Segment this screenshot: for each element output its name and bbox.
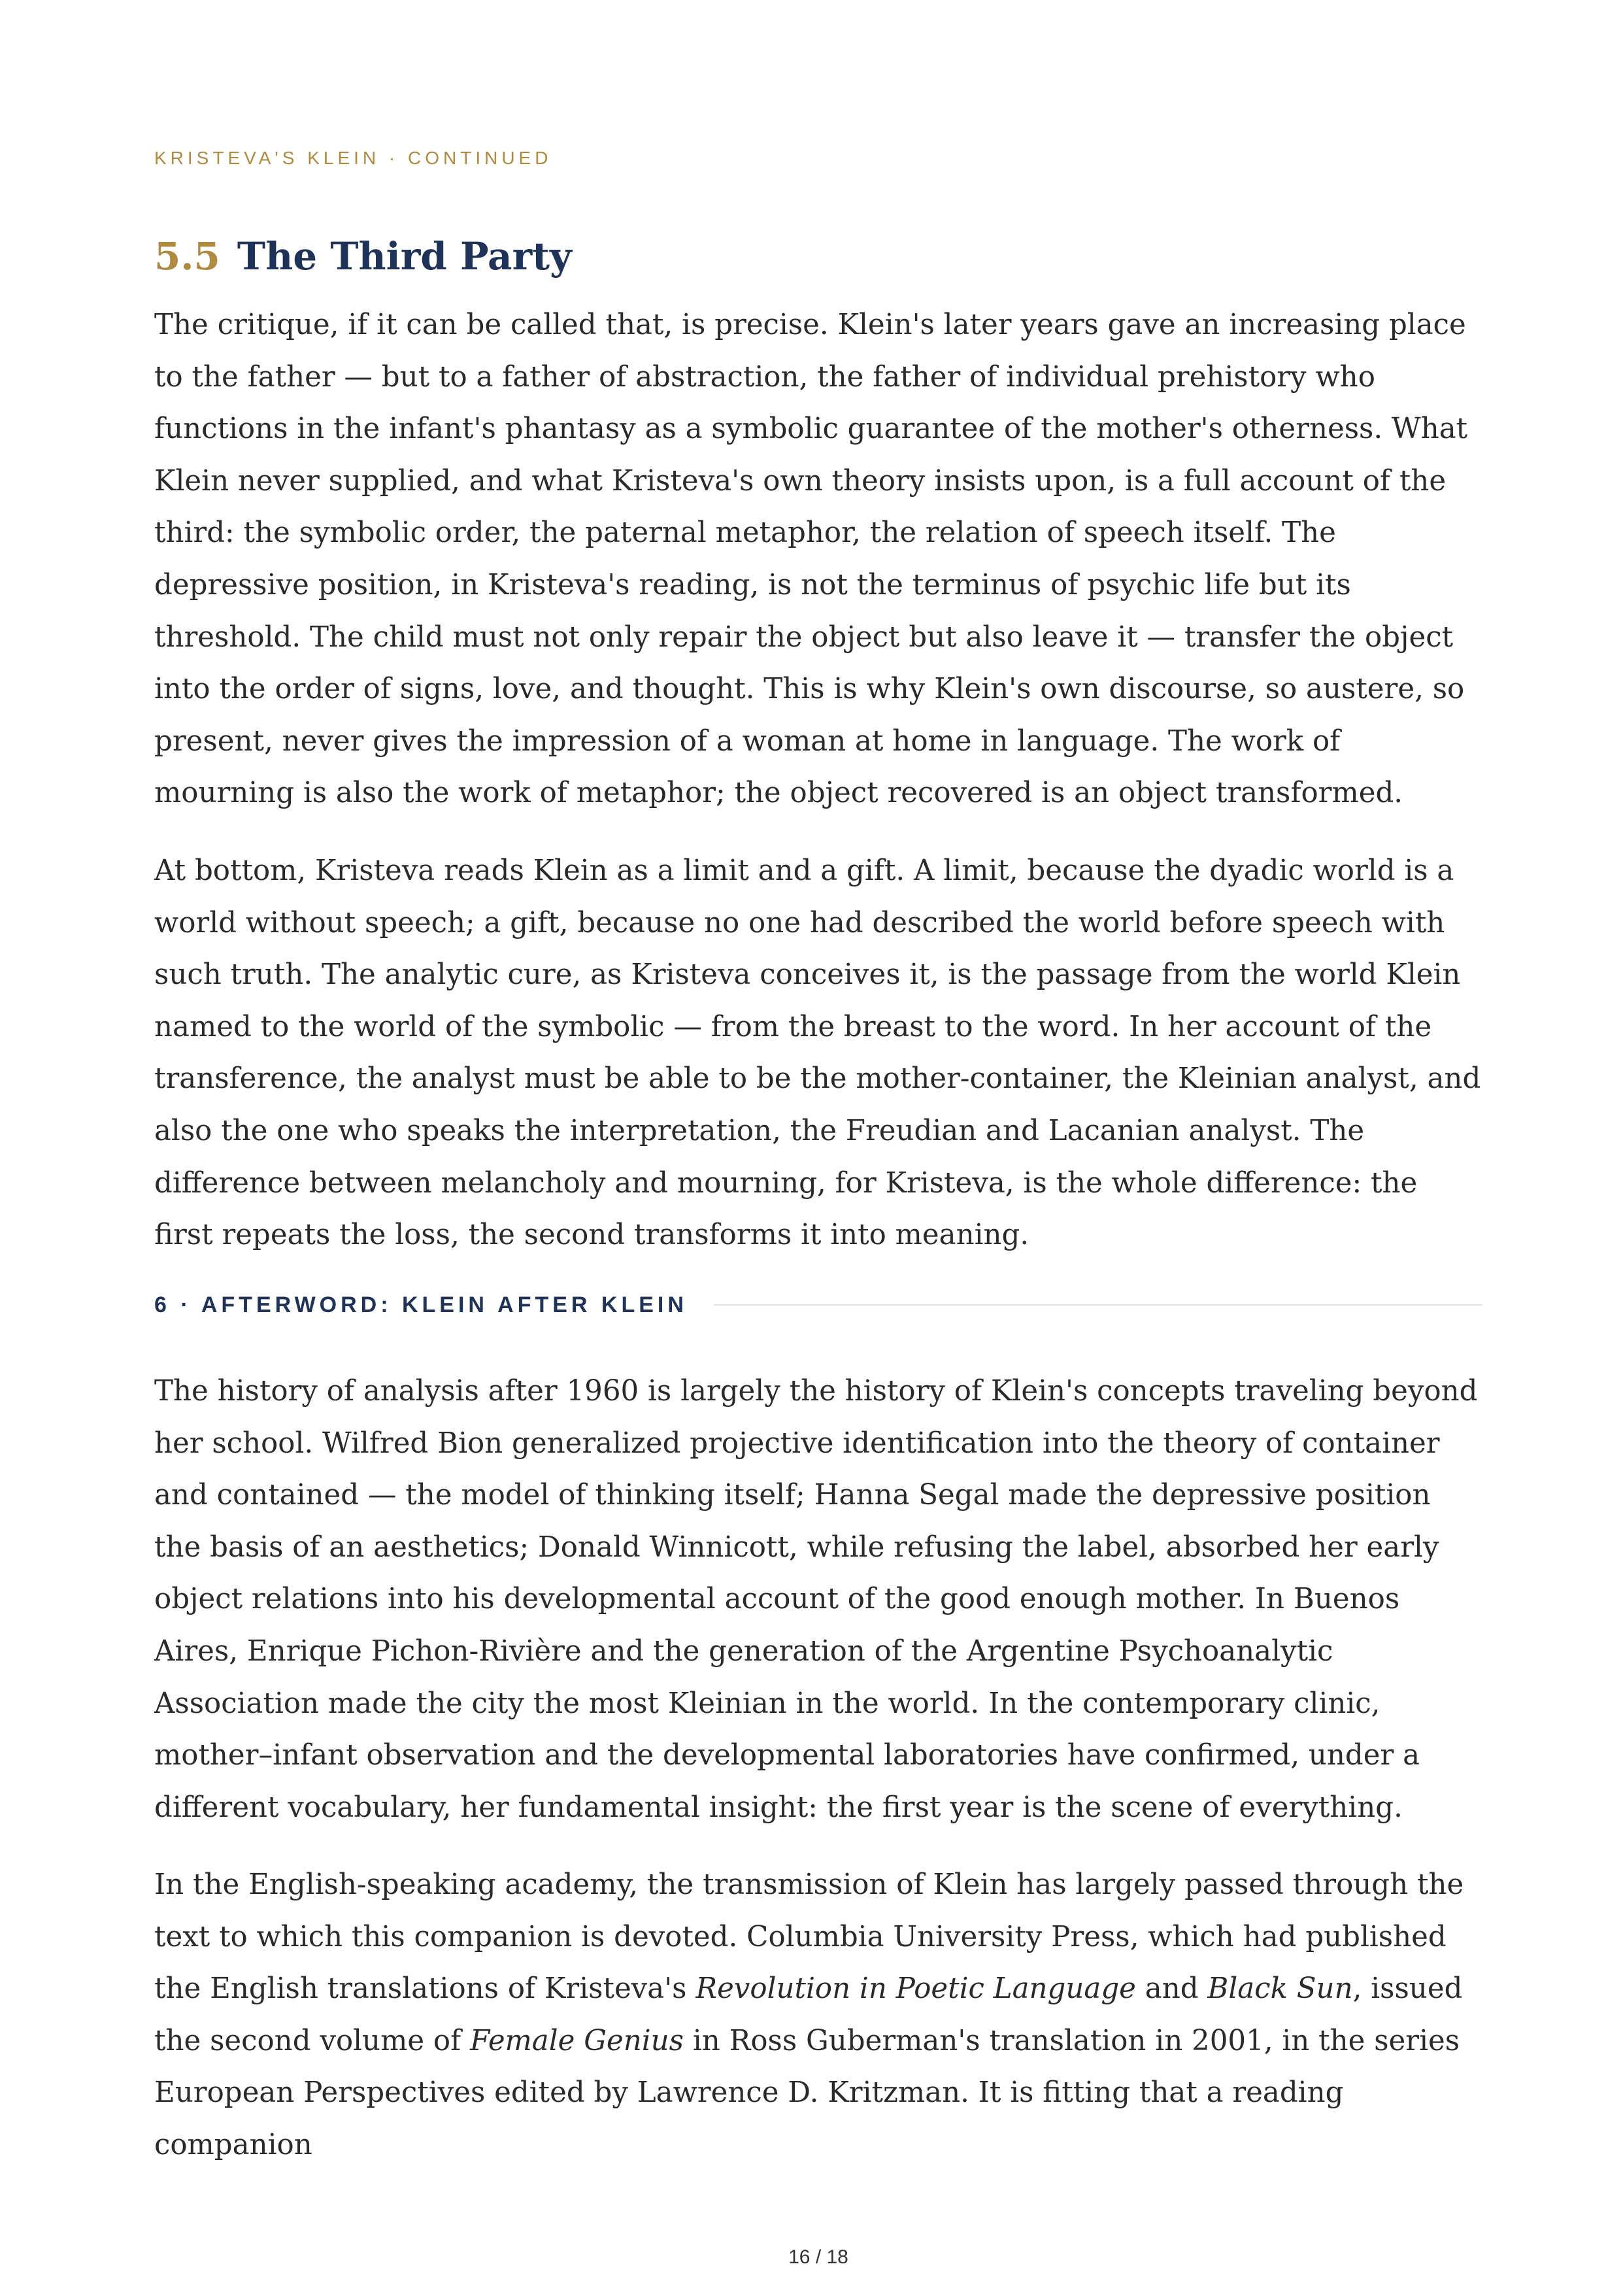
text-run: and xyxy=(1135,1972,1208,2006)
section-title: The Third Party xyxy=(237,234,572,279)
paragraph-4 xyxy=(154,1859,1482,2172)
paragraph-text: The critique, if it can be called that, is precise. Klein's later years gave an increasing place to the father — but to a father of abstraction, the father of individual prehistory who functions in the infant's phantasy as a symbolic guarantee of the mother's otherness. What Klein never supplied, and what Kristeva's own theory insists upon, is a full account of the third: the symbolic order, the paternal metaphor, the relation of speech itself. The depressive position, in Kristeva's reading, is not the terminus of psychic life but its threshold. The child must not only repair the object but also leave it — transfer the object into the order of signs, love, and thought. This is why Klein's own discourse, so austere, so present, never gives the impression of a woman at home in language. The work of mourning is also the work of metaphor; the object recovered is an object transformed. xyxy=(154,309,1468,810)
running-head: KRISTEVA'S KLEIN · CONTINUED xyxy=(154,148,552,168)
paragraph-text: At bottom, Kristeva reads Klein as a limit and a gift. A limit, because the dyadic world is a world without speech; a gift, because no one had described the world before speech with such truth. The analytic cure, as Kristeva conceives it, is the passage from the world Klein named to the world of the symbolic — from the breast to the word. In her account of the transference, the analyst must be able to be the mother-container, the Kleinian analyst, and also the one who speaks the interpretation, the Freudian and Lacanian analyst. The difference between melancholy and mourning, for Kristeva, is the whole difference: the first repeats the loss, the second transforms it into meaning. xyxy=(154,854,1481,1252)
text-run: In the English-speaking academy, the transmission of Klein has largely passed through the text to which this companion is devoted. Columbia University Press, which had published the English translations of Kristeva's xyxy=(154,1868,1464,2006)
section-number: 5.5 xyxy=(154,234,220,279)
paragraph-text: The history of analysis after 1960 is largely the history of Klein's concepts traveling beyond her school. Wilfred Bion generalized projective identification into the theory of container and contained — the model of thinking itself; Hanna Segal made the depressive position the basis of an aesthetics; Donald Winnicott, while refusing the label, absorbed her early object relations into his developmental account of the good enough mother. In Buenos Aires, Enrique Pichon-Rivière and the generation of the Argentine Psychoanalytic Association made the city the most Kleinian in the world. In the contemporary clinic, mother–infant observation and the developmental laboratories have confirmed, under a different vocabulary, her fundamental insight: the first year is the scene of everything. xyxy=(154,1375,1478,1824)
subsection-heading xyxy=(154,1289,1482,1321)
text-run: , issued the second volume of xyxy=(154,1972,1463,2057)
subsection-divider xyxy=(714,1304,1482,1306)
book-title: Black Sun xyxy=(1207,1972,1353,2006)
paragraph-3 xyxy=(154,1366,1482,1834)
page-number: 16 / 18 xyxy=(788,2246,848,2268)
subsection-label: 6 · AFTERWORD: KLEIN AFTER KLEIN xyxy=(154,1292,688,1317)
section-heading xyxy=(154,230,572,282)
paragraph-text xyxy=(154,1859,1482,2172)
document-page xyxy=(154,0,1482,2296)
paragraph-1 xyxy=(154,299,1482,820)
paragraph-2 xyxy=(154,845,1482,1262)
book-title: Revolution in Poetic Language xyxy=(695,1972,1136,2006)
book-title: Female Genius xyxy=(470,2024,684,2057)
text-run: in Ross Guberman's translation in 2001, in the series European Perspectives edited by Lawrence D. Kritzman. It is fitting that a reading companion xyxy=(154,2024,1460,2161)
